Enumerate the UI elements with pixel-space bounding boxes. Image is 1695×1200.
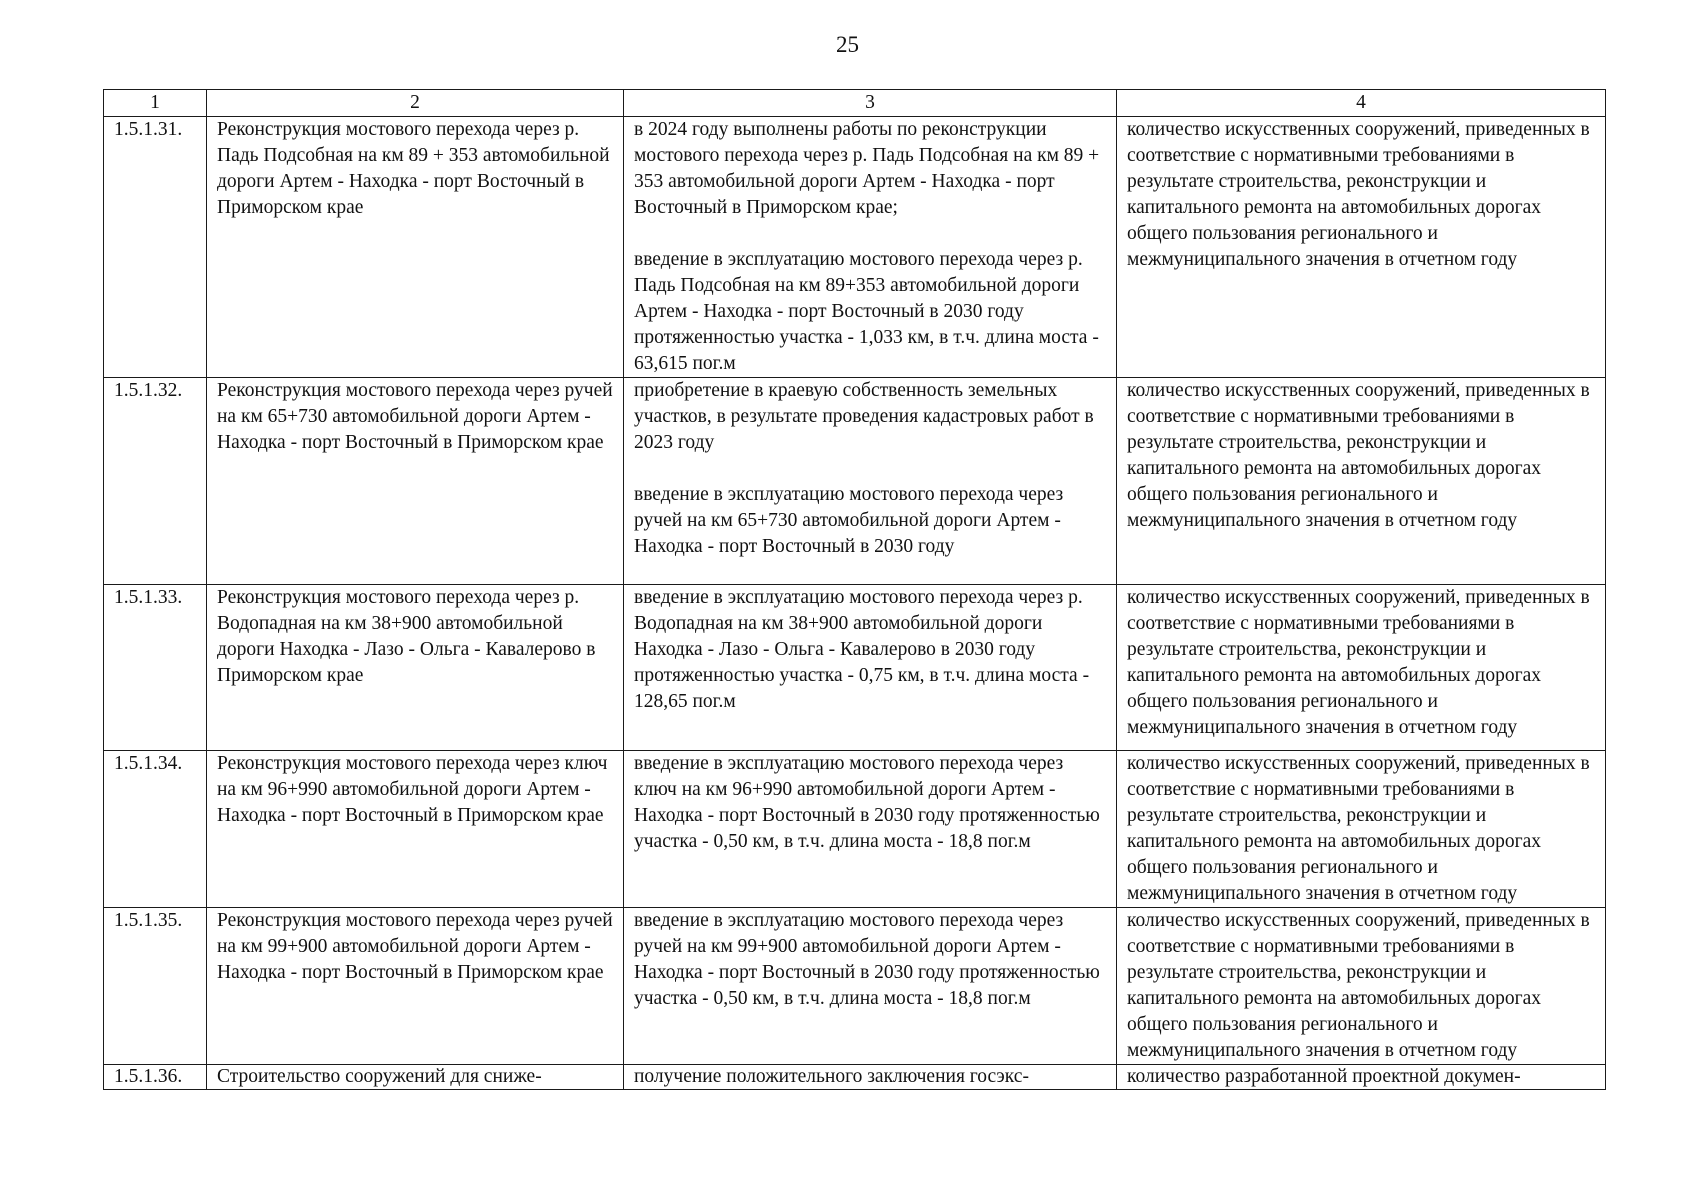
measure-name: Строительство сооружений для сниже- xyxy=(207,1065,624,1090)
table-header-row xyxy=(104,90,1606,117)
measure-result xyxy=(624,1065,1117,1090)
measure-name: Реконструкция мостового перехода через ручей на км 65+730 автомобильной дороги Артем - Находка - порт Восточный в Приморском крае xyxy=(207,378,624,585)
table-row xyxy=(104,1065,1606,1090)
column-header-4: 4 xyxy=(1117,90,1606,117)
measure-result xyxy=(624,908,1117,1065)
page-number: 25 xyxy=(836,32,859,57)
column-header-3: 3 xyxy=(624,90,1117,117)
row-number: 1.5.1.35. xyxy=(104,908,207,1065)
measure-indicator: количество разработанной проектной докумен- xyxy=(1117,1065,1606,1090)
measure-name: Реконструкция мостового перехода через ключ на км 96+990 автомобильной дороги Артем - Находка - порт Восточный в Приморском крае xyxy=(207,751,624,908)
result-paragraph: в 2024 году выполнены работы по реконструкции мостового перехода через р. Падь Подсобная на км 89 + 353 автомобильной дороги Артем - Находка - порт Восточный в Приморском крае; xyxy=(634,119,1100,218)
measure-name: Реконструкция мостового перехода через р. Падь Подсобная на км 89 + 353 автомобильной дороги Артем - Находка - порт Восточный в Приморском крае xyxy=(207,117,624,378)
table-row xyxy=(104,378,1606,585)
result-paragraph: получение положительного заключения госэкс- xyxy=(634,1066,1029,1087)
table-row xyxy=(104,117,1606,378)
column-header-2: 2 xyxy=(207,90,624,117)
table-row xyxy=(104,908,1606,1065)
result-paragraph: введение в эксплуатацию мостового перехода через ручей на км 65+730 автомобильной дороги Артем - Находка - порт Восточный в 2030 году xyxy=(634,484,1064,557)
measure-indicator: количество искусственных сооружений, приведенных в соответствие с нормативными требованиями в результате строительства, реконструкции и капитального ремонта на автомобильных дорогах общего пользования регионального и межмуниципального значения в отчетном году xyxy=(1117,751,1606,908)
measure-name: Реконструкция мостового перехода через р. Водопадная на км 38+900 автомобильной дороги Находка - Лазо - Ольга - Кавалерово в Приморском крае xyxy=(207,585,624,751)
result-paragraph: введение в эксплуатацию мостового перехода через ручей на км 99+900 автомобильной дороги Артем - Находка - порт Восточный в 2030 году протяженностью участка - 0,50 км, в т.ч. длина моста - 18,8 пог.м xyxy=(634,910,1100,1009)
column-header-1: 1 xyxy=(104,90,207,117)
measure-result xyxy=(624,751,1117,908)
row-number: 1.5.1.31. xyxy=(104,117,207,378)
measure-indicator: количество искусственных сооружений, приведенных в соответствие с нормативными требованиями в результате строительства, реконструкции и капитального ремонта на автомобильных дорогах общего пользования регионального и межмуниципального значения в отчетном году xyxy=(1117,908,1606,1065)
result-paragraph: введение в эксплуатацию мостового перехода через ключ на км 96+990 автомобильной дороги Артем - Находка - порт Восточный в 2030 году протяженностью участка - 0,50 км, в т.ч. длина моста - 18,8 пог.м xyxy=(634,753,1100,852)
table-row xyxy=(104,751,1606,908)
row-number: 1.5.1.33. xyxy=(104,585,207,751)
row-number: 1.5.1.36. xyxy=(104,1065,207,1090)
measure-result xyxy=(624,585,1117,751)
measure-name: Реконструкция мостового перехода через ручей на км 99+900 автомобильной дороги Артем - Находка - порт Восточный в Приморском крае xyxy=(207,908,624,1065)
result-paragraph: приобретение в краевую собственность земельных участков, в результате проведения кадастровых работ в 2023 году xyxy=(634,380,1094,453)
row-number: 1.5.1.34. xyxy=(104,751,207,908)
measure-indicator: количество искусственных сооружений, приведенных в соответствие с нормативными требованиями в результате строительства, реконструкции и капитального ремонта на автомобильных дорогах общего пользования регионального и межмуниципального значения в отчетном году xyxy=(1117,378,1606,585)
row-number: 1.5.1.32. xyxy=(104,378,207,585)
result-paragraph: введение в эксплуатацию мостового перехода через р. Падь Подсобная на км 89+353 автомобильной дороги Артем - Находка - порт Восточный в 2030 году протяженностью участка - 1,033 км, в т.ч. длина моста - 63,615 пог.м xyxy=(634,249,1099,374)
measures-table xyxy=(103,89,1606,1090)
measure-result xyxy=(624,378,1117,585)
measure-indicator: количество искусственных сооружений, приведенных в соответствие с нормативными требованиями в результате строительства, реконструкции и капитального ремонта на автомобильных дорогах общего пользования регионального и межмуниципального значения в отчетном году xyxy=(1117,585,1606,751)
measure-indicator: количество искусственных сооружений, приведенных в соответствие с нормативными требованиями в результате строительства, реконструкции и капитального ремонта на автомобильных дорогах общего пользования регионального и межмуниципального значения в отчетном году xyxy=(1117,117,1606,378)
measure-result xyxy=(624,117,1117,378)
table-row xyxy=(104,585,1606,751)
result-paragraph: введение в эксплуатацию мостового перехода через р. Водопадная на км 38+900 автомобильной дороги Находка - Лазо - Ольга - Кавалерово в 2030 году протяженностью участка - 0,75 км, в т.ч. длина моста - 128,65 пог.м xyxy=(634,587,1090,712)
